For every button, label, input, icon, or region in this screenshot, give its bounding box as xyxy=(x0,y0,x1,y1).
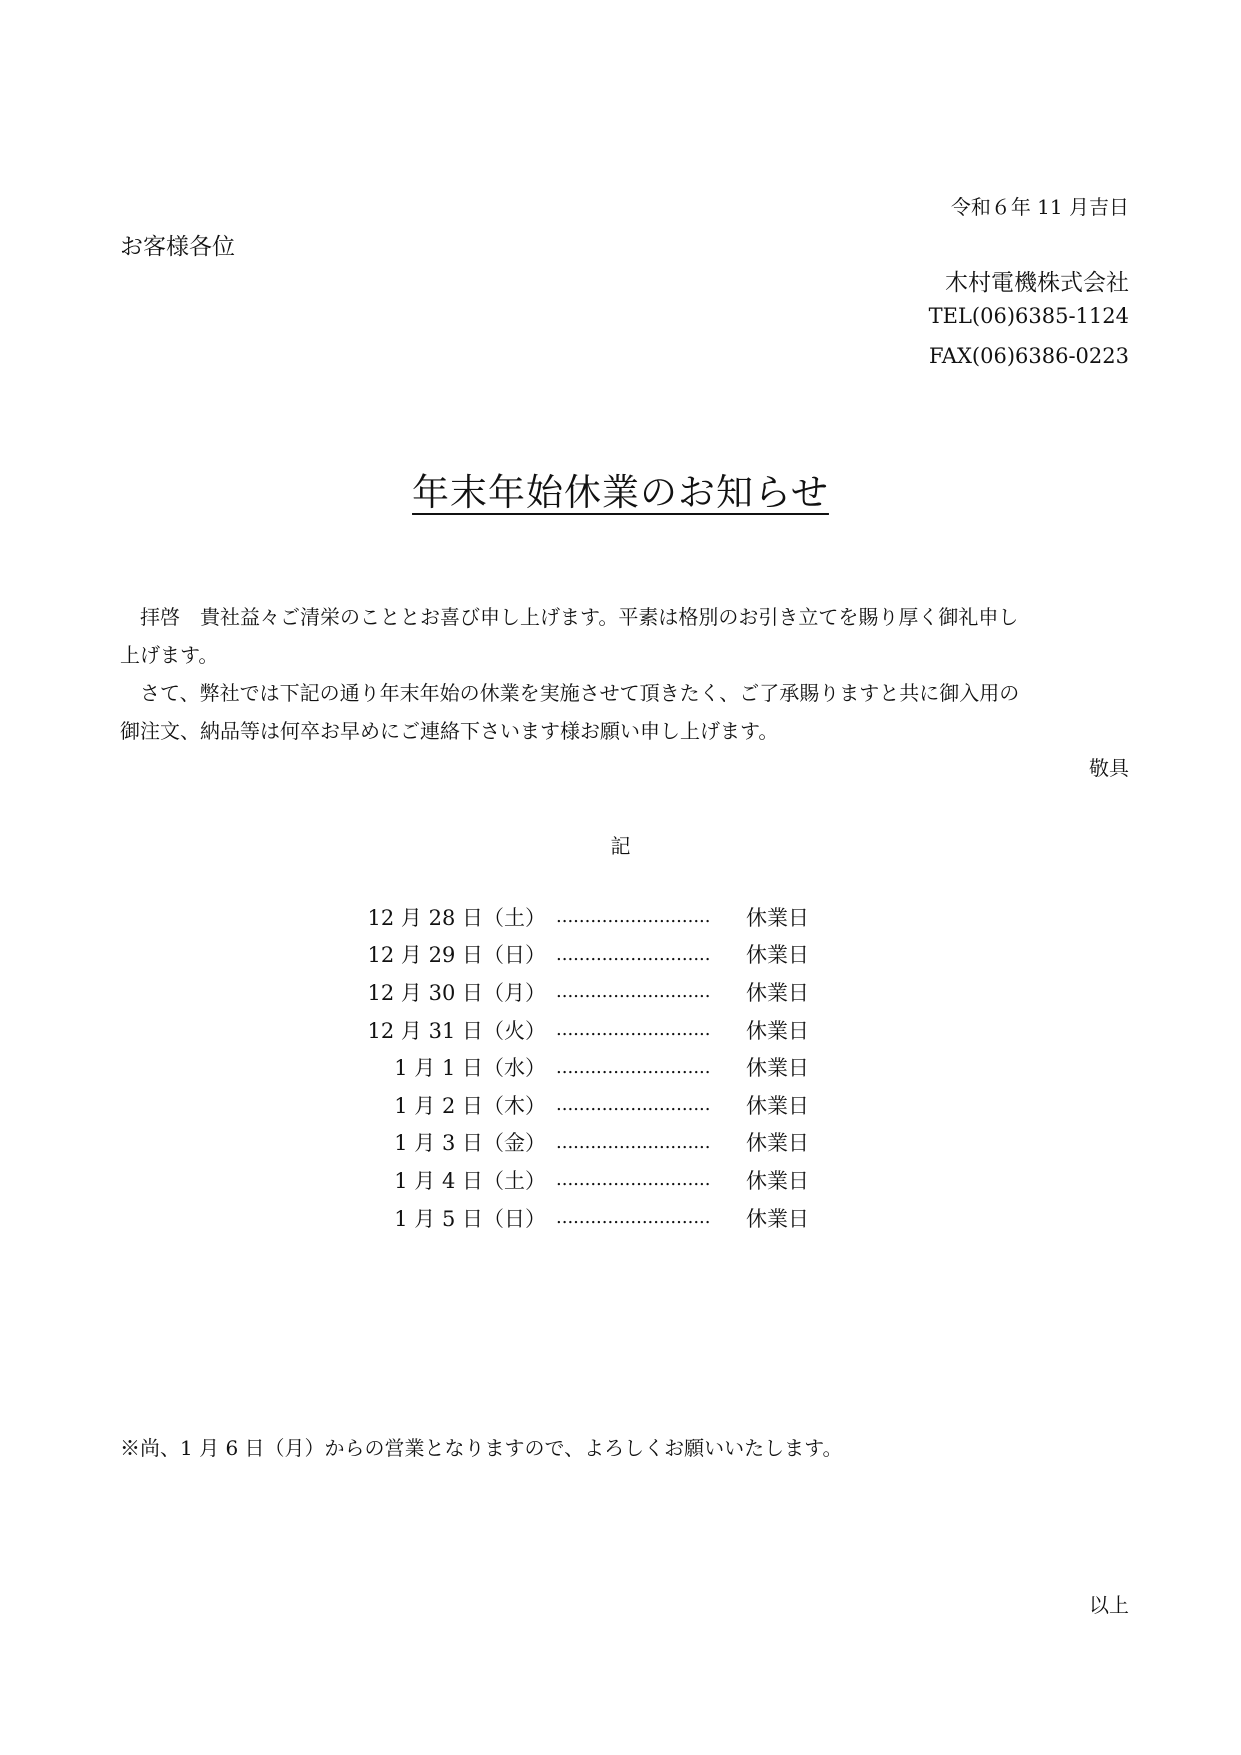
body-paragraph-2 xyxy=(120,674,1120,750)
document-title-wrapper xyxy=(0,462,1241,516)
schedule-leader-dots: ........................... xyxy=(556,1094,711,1116)
schedule-row xyxy=(340,1048,820,1086)
schedule-status: 休業日 xyxy=(746,1056,809,1081)
holiday-schedule xyxy=(340,898,820,1236)
recipient: お客様各位 xyxy=(120,234,235,260)
sender-company: 木村電機株式会社 xyxy=(945,270,1129,296)
body-paragraph-1-line-2: 上げます。 xyxy=(120,643,219,667)
ending-ijo: 以上 xyxy=(1089,1593,1129,1617)
schedule-leader-dots: ........................... xyxy=(556,906,711,928)
body-paragraph-1 xyxy=(120,598,1120,674)
body-paragraph-1-line-1: 拝啓 貴社益々ご清栄のこととお喜び申し上げます。平素は格別のお引き立てを賜り厚く御礼申し xyxy=(140,605,1019,629)
schedule-date: 1 月 2 日（木） xyxy=(394,1093,546,1118)
schedule-row xyxy=(340,973,820,1011)
schedule-date: 1 月 5 日（日） xyxy=(394,1206,546,1231)
schedule-row xyxy=(340,1124,820,1162)
schedule-row xyxy=(340,898,820,936)
schedule-date: 1 月 1 日（水） xyxy=(394,1056,546,1081)
schedule-leader-dots: ........................... xyxy=(556,1169,711,1191)
schedule-date: 1 月 3 日（金） xyxy=(394,1131,546,1156)
schedule-status: 休業日 xyxy=(746,905,809,930)
schedule-row xyxy=(340,1199,820,1237)
schedule-row xyxy=(340,1011,820,1049)
schedule-leader-dots: ........................... xyxy=(556,1131,711,1153)
schedule-status: 休業日 xyxy=(746,943,809,968)
schedule-date: 12 月 30 日（月） xyxy=(367,980,546,1005)
schedule-leader-dots: ........................... xyxy=(556,943,711,965)
schedule-row xyxy=(340,936,820,974)
schedule-status: 休業日 xyxy=(746,1168,809,1193)
schedule-leader-dots: ........................... xyxy=(556,981,711,1003)
schedule-status: 休業日 xyxy=(746,1093,809,1118)
schedule-leader-dots: ........................... xyxy=(556,1019,711,1041)
sender-fax: FAX(06)6386-0223 xyxy=(929,344,1129,368)
closing-keigu: 敬具 xyxy=(1089,756,1129,780)
schedule-status: 休業日 xyxy=(746,980,809,1005)
sender-tel: TEL(06)6385-1124 xyxy=(928,304,1129,328)
schedule-row xyxy=(340,1086,820,1124)
ki-heading: 記 xyxy=(610,834,631,858)
schedule-date: 1 月 4 日（土） xyxy=(394,1168,546,1193)
document-title: 年末年始休業のお知らせ xyxy=(412,471,829,514)
body-paragraph-2-line-1: さて、弊社では下記の通り年末年始の休業を実施させて頂きたく、ご了承賜りますと共に御入用の xyxy=(140,681,1020,705)
schedule-leader-dots: ........................... xyxy=(556,1056,711,1078)
schedule-status: 休業日 xyxy=(746,1018,809,1043)
body-paragraph-2-line-2: 御注文、納品等は何卒お早めにご連絡下さいます様お願い申し上げます。 xyxy=(120,719,779,743)
schedule-status: 休業日 xyxy=(746,1131,809,1156)
schedule-row xyxy=(340,1161,820,1199)
schedule-status: 休業日 xyxy=(746,1206,809,1231)
schedule-date: 12 月 28 日（土） xyxy=(367,905,546,930)
schedule-date: 12 月 31 日（火） xyxy=(367,1018,546,1043)
schedule-leader-dots: ........................... xyxy=(556,1207,711,1229)
schedule-date: 12 月 29 日（日） xyxy=(367,943,546,968)
business-resume-note: ※尚、1 月 6 日（月）からの営業となりますので、よろしくお願いいたします。 xyxy=(120,1436,843,1460)
issue-date: 令和６年 11 月吉日 xyxy=(950,195,1129,219)
